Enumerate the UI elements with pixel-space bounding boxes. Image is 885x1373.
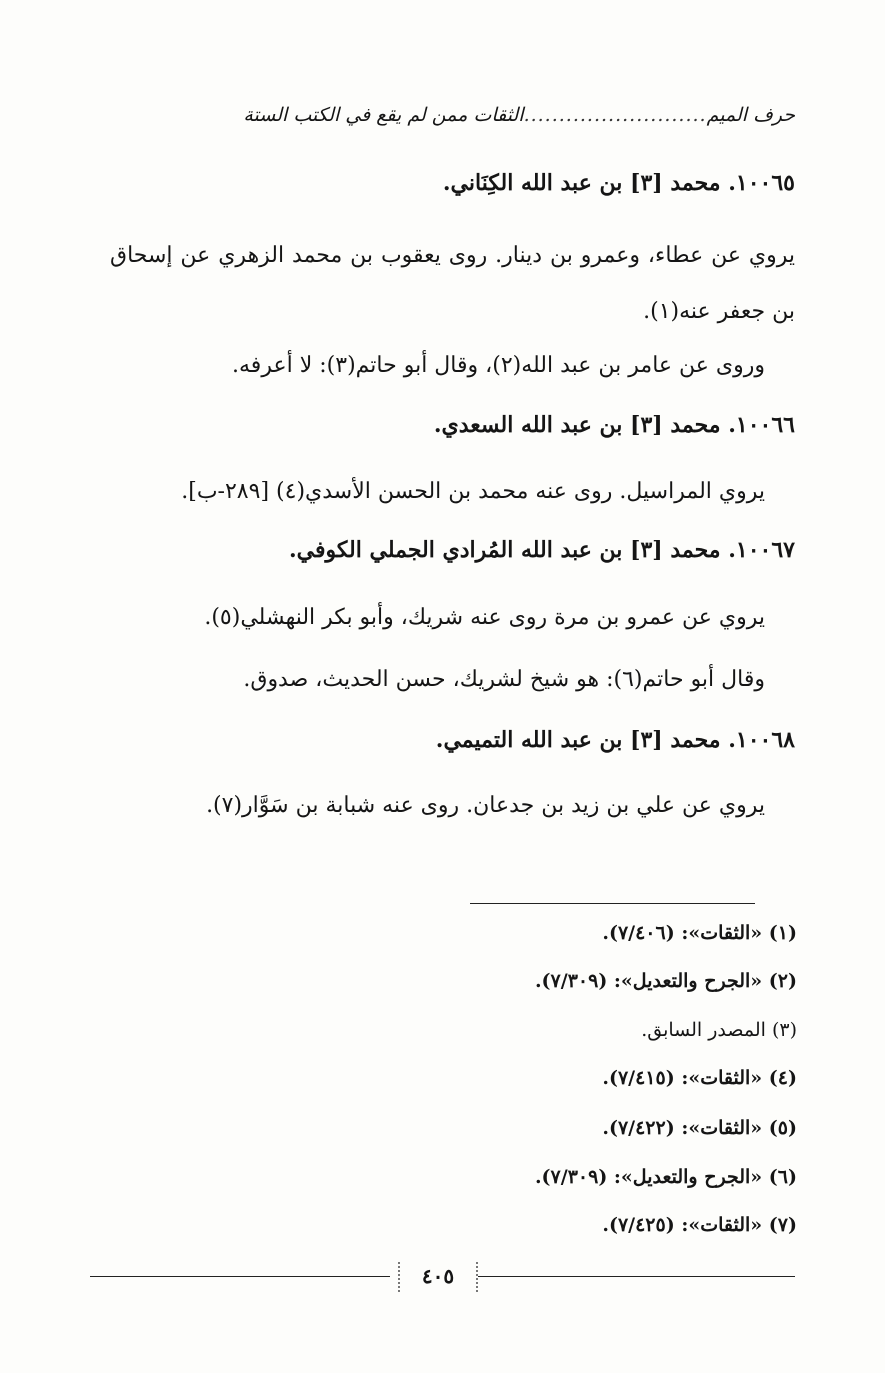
running-header [130, 104, 795, 144]
entry-paragraph: يروي عن عمرو بن مرة روى عنه شريك، وأبو بكر النهشلي(٥). [204, 605, 765, 630]
footnote: (٣) المصدر السابق. [641, 1019, 797, 1041]
entry-title: ١٠٠٦٨. محمد [٣] بن عبد الله التميمي. [435, 727, 795, 753]
footnote: (٢) «الجرح والتعديل»: (٧/٣٠٩). [534, 970, 797, 992]
footnote: (٧) «الثقات»: (٧/٤٢٥). [602, 1214, 797, 1236]
entry-title: ١٠٠٦٥. محمد [٣] بن عبد الله الكِنَاني. [442, 170, 795, 196]
entry-paragraph: وروى عن عامر بن عبد الله(٢)، وقال أبو حاتم(٣): لا أعرفه. [232, 353, 765, 378]
entry-paragraph: يروي عن علي بن زيد بن جدعان. روى عنه شبابة بن سَوَّار(٧). [206, 793, 765, 818]
page-number: ٤٠٥ [398, 1262, 478, 1292]
footer-rule-right [478, 1276, 795, 1277]
header-book-title: الثقات ممن لم يقع في الكتب الستة [243, 104, 524, 126]
entry-paragraph: يروي المراسيل. روى عنه محمد بن الحسن الأسدي(٤) [٢٨٩-ب]. [181, 479, 765, 504]
header-leader-dots: .......................... [523, 104, 707, 126]
entry-title: ١٠٠٦٦. محمد [٣] بن عبد الله السعدي. [433, 412, 795, 438]
entry-paragraph: يروي عن عطاء، وعمرو بن دينار. روى يعقوب بن محمد الزهري عن إسحاق بن جعفر عنه(١). [110, 243, 795, 324]
footnote: (٥) «الثقات»: (٧/٤٢٢). [602, 1117, 797, 1139]
footnote: (١) «الثقات»: (٧/٤٠٦). [602, 922, 797, 944]
footnote: (٤) «الثقات»: (٧/٤١٥). [602, 1067, 797, 1089]
header-section: حرف الميم [706, 104, 795, 126]
footer-rule-left [90, 1276, 390, 1277]
footnote: (٦) «الجرح والتعديل»: (٧/٣٠٩). [534, 1166, 797, 1188]
footnote-separator [470, 903, 755, 904]
entry-title: ١٠٠٦٧. محمد [٣] بن عبد الله المُرادي الجملي الكوفي. [288, 537, 795, 563]
entry-paragraph: وقال أبو حاتم(٦): هو شيخ لشريك، حسن الحديث، صدوق. [243, 667, 765, 692]
